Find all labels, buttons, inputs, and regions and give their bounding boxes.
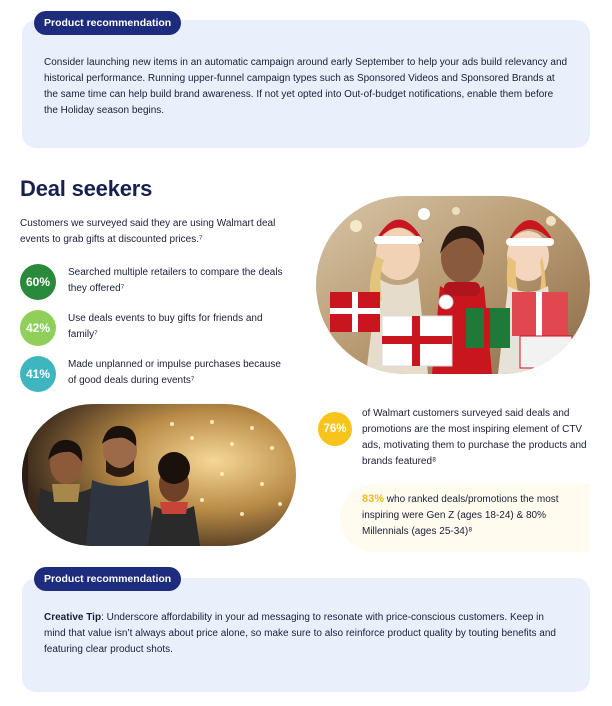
bottom-recommendation-badge: Product recommendation — [34, 567, 181, 591]
bottom-recommendation-card — [22, 578, 590, 692]
bottom-recommendation-text — [44, 610, 568, 658]
section-title: Deal seekers — [20, 176, 153, 201]
stat-label: Made unplanned or impulse purchases because of good deals during events⁷ — [68, 359, 281, 386]
genz-stat-value: 83% — [362, 493, 385, 505]
stat-item — [20, 308, 300, 348]
stat-label: of Walmart customers surveyed said deals and promotions are the most inspiring element of CTV ads, motivating them to purchase the products and brands featured⁸ — [362, 408, 587, 467]
ctv-stat — [318, 406, 598, 476]
window-shoppers-photo — [22, 404, 296, 546]
stat-label: Searched multiple retailers to compare the deals they offered⁷ — [68, 267, 283, 294]
stat-circle: 41% — [20, 356, 56, 392]
holiday-shoppers-photo — [316, 196, 590, 374]
stat-circle: 42% — [20, 310, 56, 346]
stat-item — [20, 354, 300, 394]
top-recommendation-text: Consider launching new items in an automatic campaign around early September to help your ads build relevancy and historical performance. Running upper-funnel campaign types such as Sponsored Videos and Sponsored Brands at the same time can help build brand awareness. If not yet opted into Out-of-budget notifications, enable them before the Holiday season begins. — [44, 57, 568, 116]
genz-stat — [340, 484, 590, 552]
top-recommendation-badge: Product recommendation — [34, 11, 181, 35]
stat-circle: 60% — [20, 264, 56, 300]
genz-stat-label: who ranked deals/promotions the most inspiring were Gen Z (ages 18-24) & 80% Millennials (ages 25-34)⁸ — [362, 494, 559, 537]
stat-circle: 76% — [318, 412, 352, 446]
section-intro: Customers we surveyed said they are using Walmart deal events to grab gifts at discounted prices.⁷ — [20, 218, 276, 245]
stat-item — [20, 262, 300, 302]
top-recommendation-card — [22, 20, 590, 148]
genz-stat-text — [362, 491, 586, 540]
stat-label: Use deals events to buy gifts for friends and family⁷ — [68, 313, 263, 340]
creative-tip-label: Creative Tip — [44, 612, 102, 623]
window-shoppers-illustration — [22, 404, 296, 546]
creative-tip-text: : Underscore affordability in your ad messaging to resonate with price-conscious customers. Keep in mind that value isn’t always about price alone, so make sure to also reinforce product quality by touting benefits and featuring clear product shots. — [44, 612, 556, 655]
holiday-shoppers-illustration — [316, 196, 590, 374]
